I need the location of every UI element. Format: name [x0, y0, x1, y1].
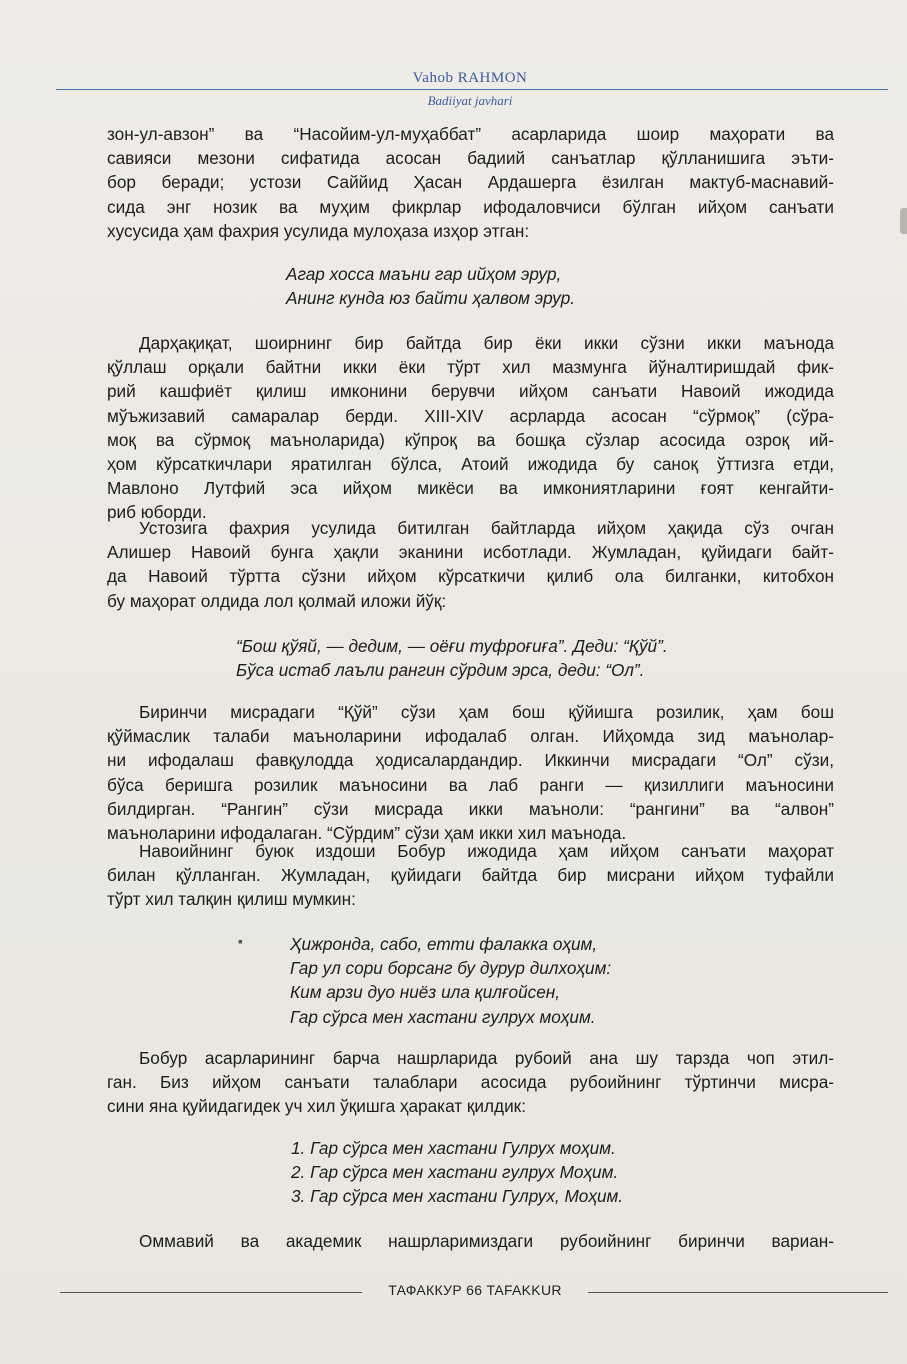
paragraph [107, 122, 834, 243]
poem-line: Анинг кунда юз байти ҳалвом эрур. [286, 288, 576, 309]
text-line: сини яна қуйидагидек уч хил ўқишга ҳаракат қилдик: [107, 1096, 526, 1117]
reading-line: 2. Гар сўрса мен хастани гулрух Моҳим. [291, 1162, 619, 1183]
text-line: Оммавий ва академик нашрларимиздаги рубоийнинг биринчи вариан- [139, 1231, 834, 1251]
paragraph [107, 516, 834, 613]
text-line: бўса беришга розилик маъносини ва лаб ранги — қизиллиги маъносини [107, 774, 834, 795]
text-line: моқ ва сўрмоқ маъноларида) кўпроқ ва бошқа сўзлар асосида озроқ ий- [107, 429, 834, 450]
poem-couplet [236, 634, 668, 682]
poem-line: Ким арзи дуо ниёз ила қилғойсен, [290, 982, 561, 1003]
paragraph [107, 1229, 834, 1253]
poem-line: Бўса истаб лаъли рангин сўрдим эрса, деди: “Ол”. [236, 660, 645, 681]
text-line: рий кашфиёт қилиш имконини берувчи ийҳом санъати Навоий ижодида [107, 381, 834, 402]
text-line: Мавлоно Лутфий эса ийҳом микёси ва имкониятларини ғоят кенгайти- [107, 478, 834, 499]
paragraph [107, 839, 834, 912]
paragraph [107, 1046, 834, 1119]
numbered-readings [291, 1136, 623, 1209]
text-line: қўллаш орқали байтни икки ёки тўрт хил мазмунга йўналтиришдай фик- [107, 357, 834, 378]
page-header [0, 66, 907, 116]
footer-rule-left [60, 1292, 362, 1293]
reading-line: 1. Гар сўрса мен хастани Гулрух моҳим. [291, 1138, 616, 1158]
text-line: зон-ул-авзон” ва “Насойим-ул-муҳаббат” асарларида шоир маҳорати ва [107, 124, 834, 144]
paragraph [107, 700, 834, 845]
text-line: маъноларини ифодалаган. “Сўрдим” сўзи ҳам икки хил маънода. [107, 822, 627, 843]
text-line: Навоийнинг буюк издоши Бобур ижодида ҳам ийҳом санъати маҳорат [139, 841, 834, 861]
text-line: савияси мезони сифатида асосан бадиий санъатлар қўлланишига эъти- [107, 148, 834, 169]
text-line: Устозига фахрия усулида битилган байтларда ийҳом ҳақида сўз очган [139, 518, 834, 538]
text-line: да Навоий тўртта сўзни ийҳом кўрсаткичи қилиб ола билганки, китобхон [107, 566, 834, 587]
stray-mark: ▪ [238, 933, 243, 949]
text-line: Биринчи мисрадаги “Қўй” сўзи ҳам бош қўйишга розилик, ҳам бош [139, 702, 834, 722]
text-line: хусусида ҳам фахрия усулида мулоҳаза изҳор этган: [107, 220, 530, 241]
text-line: билан қўлланган. Жумладан, қуйидаги байтда бир мисрани ийҳом туфайли [107, 865, 834, 886]
paragraph [107, 331, 834, 525]
poem-line: Агар хосса маъни гар ийҳом эрур, [286, 264, 562, 284]
text-line: бу маҳорат олдида лол қолмай иложи йўқ: [107, 590, 447, 611]
text-line: қўймаслик талаби маъноларини ифодалаб олган. Ийҳомда зид маънолар- [107, 726, 834, 747]
text-line: тўрт хил талқин қилиш мумкин: [107, 889, 356, 910]
poem-line: Гар ул сори борсанг бу дурур дилхоҳим: [290, 958, 612, 979]
text-line: Бобур асарларининг барча нашрларида рубоий ана шу тарзда чоп этил- [139, 1048, 834, 1068]
footer-page-label: ТАФАККУР 66 TAFAKKUR [388, 1282, 562, 1298]
page-footer [0, 1280, 907, 1304]
footer-rule-right [588, 1292, 888, 1293]
page-edge-mark [900, 208, 907, 234]
text-line: Алишер Навоий бунга ҳақли эканини исботлади. Жумладан, қуйидаги байт- [107, 542, 834, 563]
reading-line: 3. Гар сўрса мен хастани Гулрух, Моҳим. [291, 1186, 624, 1207]
header-divider [56, 89, 888, 90]
text-line: риб юборди. [107, 502, 207, 523]
text-line: ҳом кўрсаткичлари яратилган бўлса, Атоий ижодида бу саноқ ўттизга етди, [107, 453, 834, 474]
poem-line: Ҳижронда, сабо, етти фалакка оҳим, [290, 934, 598, 954]
text-line: мўъжизавий самаралар берди. XIII-XIV асрларда асосан “сўрмоқ” (сўра- [107, 405, 834, 426]
text-line: сида энг нозик ва муҳим фикрлар ифодаловчиси бўлган ийҳом санъати [107, 196, 834, 217]
text-line: бор беради; устози Саййид Ҳасан Ардашерга ёзилган мактуб-маснавий- [107, 172, 834, 193]
header-subtitle: Badiiyat javhari [427, 93, 513, 108]
poem-couplet [286, 262, 575, 310]
poem-line: “Бош қўяй, — дедим, — оёғи туфроғиға”. Деди: “Қўй”. [236, 636, 668, 656]
text-line: Дарҳақиқат, шоирнинг бир байтда бир ёки икки сўзни икки маънода [139, 333, 834, 353]
text-line: ган. Биз ийҳом санъати талаблари асосида рубоийнинг тўртинчи мисра- [107, 1072, 834, 1093]
poem-quatrain [290, 932, 611, 1029]
header-author: Vahob RAHMON [412, 70, 528, 86]
text-line: билдирган. “Рангин” сўзи мисрада икки маъноли: “рангини” ва “алвон” [107, 798, 834, 819]
poem-line: Гар сўрса мен хастани гулрух моҳим. [290, 1006, 596, 1027]
text-line: ни ифодалаш фавқулодда ҳодисалардандир. Иккинчи мисрадаги “Ол” сўзи, [107, 750, 834, 771]
